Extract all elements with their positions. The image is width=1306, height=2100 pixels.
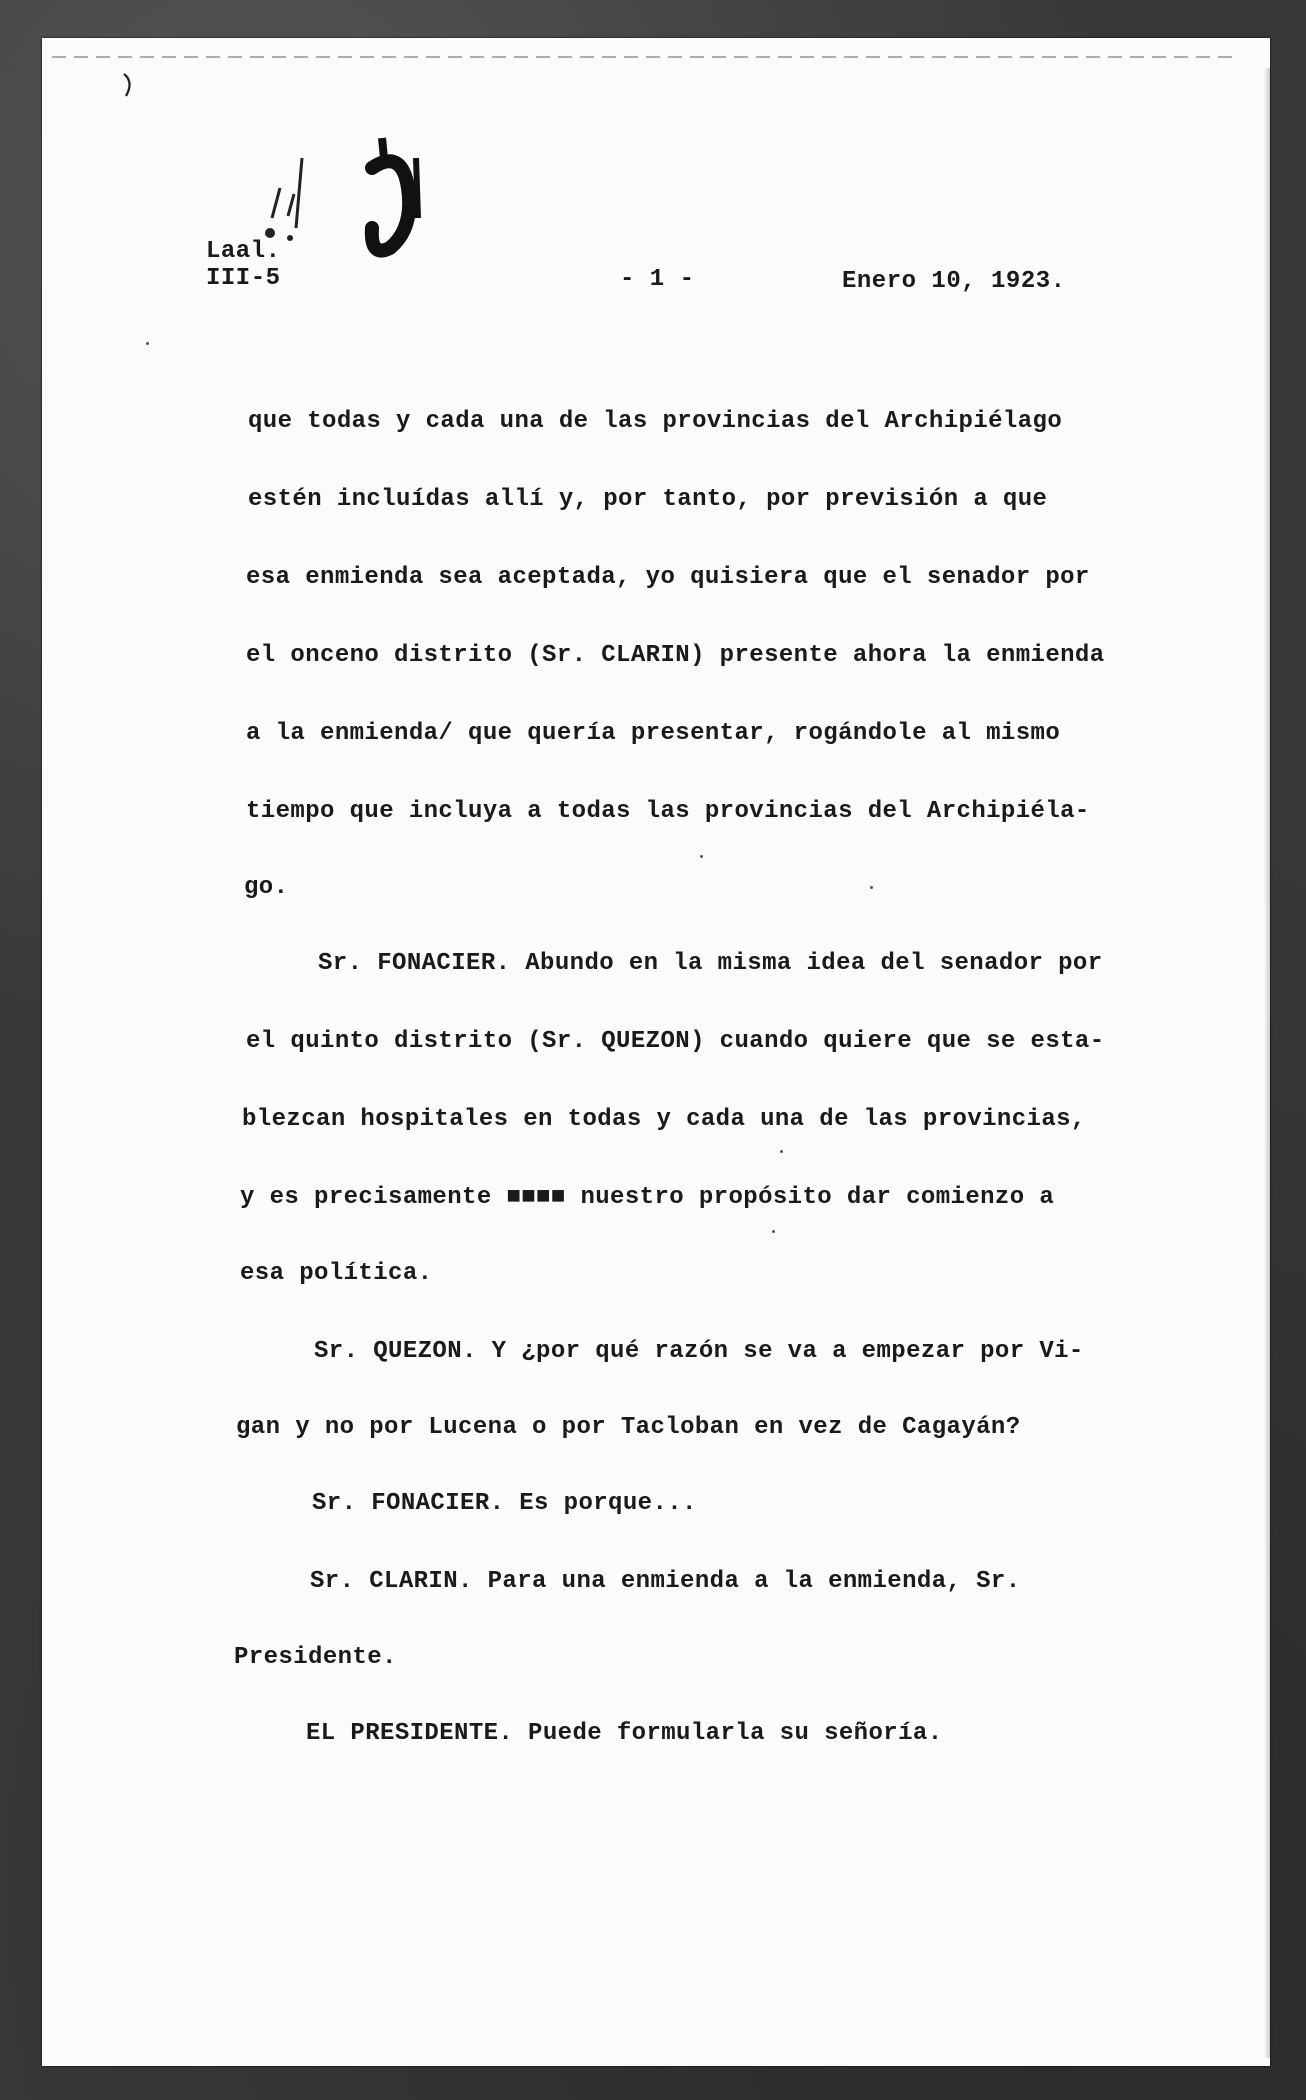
text-line: que todas y cada una de las provincias del Archipiélago [248, 408, 1063, 435]
text-line: y es precisamente ■■■■ nuestro propósito dar comienzo a [240, 1184, 1055, 1211]
header-reference: III-5 [206, 265, 281, 292]
scan-speck [780, 1150, 783, 1153]
scan-speck [870, 886, 873, 889]
text-line: estén incluídas allí y, por tanto, por previsión a que [248, 486, 1048, 513]
speech-clarin: Sr. CLARIN. Para una enmienda a la enmienda, Sr. [310, 1568, 1021, 1595]
speech-fonacier-1: Sr. FONACIER. Abundo en la misma idea del senador por [318, 950, 1103, 977]
text-line: gan y no por Lucena o por Tacloban en vez de Cagayán? [236, 1414, 1021, 1441]
text-line: el quinto distrito (Sr. QUEZON) cuando quiere que se esta- [246, 1028, 1105, 1055]
scan-speck [700, 855, 703, 858]
top-edge-rule [52, 56, 1232, 58]
text-line: a la enmienda/ que quería presentar, rogándole al mismo [246, 720, 1061, 747]
text-line: blezcan hospitales en todas y cada una de las provincias, [242, 1106, 1086, 1133]
scan-speck [772, 1230, 775, 1233]
document-date: Enero 10, 1923. [842, 268, 1066, 295]
text-line: go. [244, 874, 289, 901]
header-reference-block [206, 238, 281, 292]
text-line: esa política. [240, 1260, 433, 1287]
text-line: esa enmienda sea aceptada, yo quisiera que el senador por [246, 564, 1090, 591]
scan-speck [146, 342, 149, 345]
page-number: - 1 - [620, 266, 695, 293]
text-line: Presidente. [234, 1644, 397, 1671]
speech-quezon: Sr. QUEZON. Y ¿por qué razón se va a empezar por Vi- [314, 1338, 1084, 1365]
header-initials: Laal. [206, 238, 281, 265]
corner-pencil-mark [120, 72, 138, 98]
text-line: tiempo que incluya a todas las provincias del Archipiéla- [246, 798, 1090, 825]
speech-fonacier-2: Sr. FONACIER. Es porque... [312, 1490, 697, 1517]
page-edge-shadow [1264, 68, 1270, 2058]
text-line: el onceno distrito (Sr. CLARIN) presente ahora la enmienda [246, 642, 1105, 669]
speech-presidente: EL PRESIDENTE. Puede formularla su señoría. [306, 1720, 943, 1747]
